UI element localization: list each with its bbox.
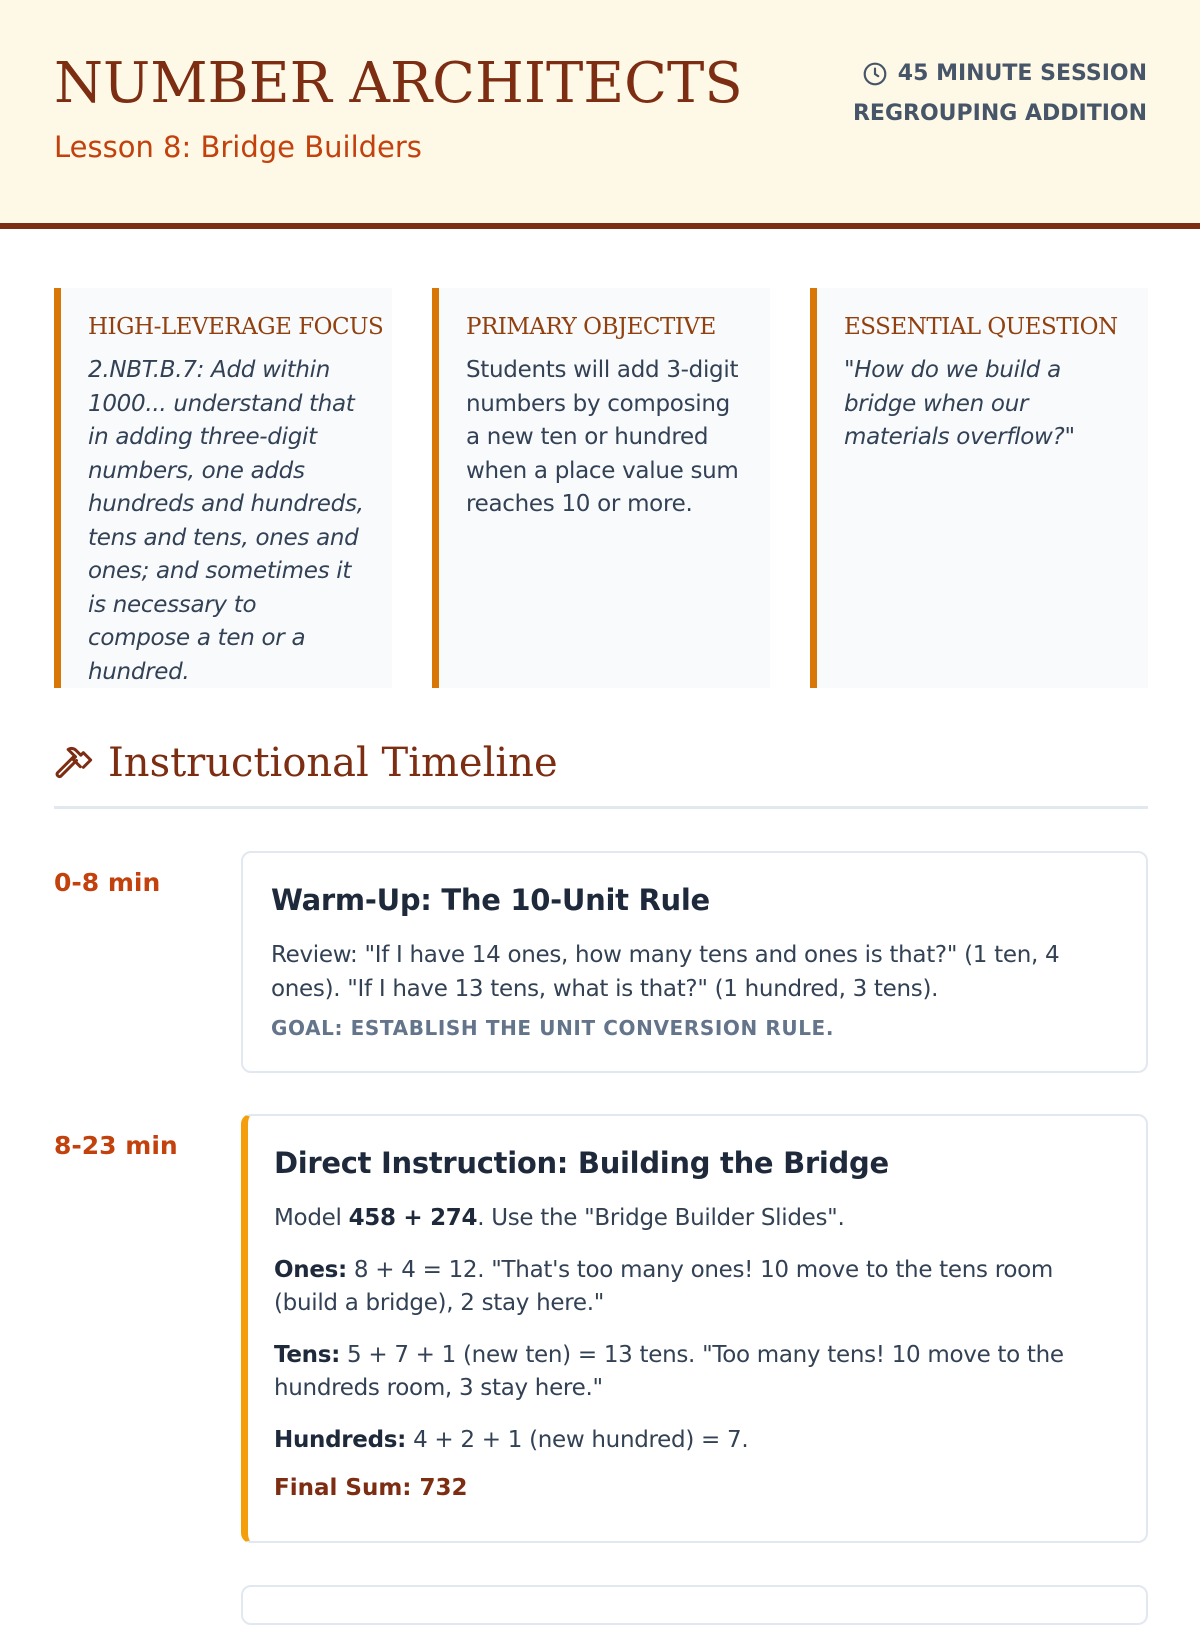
timeline-item-goal: GOAL: ESTABLISH THE UNIT CONVERSION RULE. — [271, 1016, 835, 1040]
timeline-item-title: Direct Instruction: Building the Bridge — [274, 1146, 889, 1180]
focus-card — [54, 288, 392, 688]
timeline-time: 0-8 min — [54, 868, 161, 897]
timeline-heading — [54, 740, 558, 786]
step-hundreds — [274, 1424, 1118, 1458]
final-sum: Final Sum: 732 — [274, 1475, 468, 1501]
model-problem: 458 + 274 — [348, 1205, 478, 1231]
lesson-subtitle: Lesson 8: Bridge Builders — [54, 130, 422, 164]
timeline-item-instruction — [241, 1114, 1148, 1543]
timeline-item-body: Review: "If I have 14 ones, how many tens and ones is that?" (1 ten, 4 ones). "If I have 13 tens, what is that?" (1 hundred, 3 tens). — [271, 942, 1060, 1002]
session-meta — [853, 54, 1147, 134]
lesson-cards — [54, 288, 1148, 688]
hammer-icon — [54, 743, 94, 783]
intro-text: Model — [274, 1205, 349, 1231]
timeline-time: 8-23 min — [54, 1131, 178, 1160]
step-tens — [274, 1339, 1118, 1406]
card-label: HIGH-LEVERAGE FOCUS — [88, 314, 384, 340]
step-ones — [274, 1254, 1118, 1321]
card-body: 2.NBT.B.7: Add within 1000... understand that in adding three-digit numbers, one adds hundreds and hundreds, tens and tens, ones and ones; and sometimes it is necessary to compose a ten or a hundred. — [88, 357, 364, 685]
step-text: 4 + 2 + 1 (new hundred) = 7. — [406, 1426, 749, 1453]
timeline-item-next — [241, 1585, 1148, 1625]
clock-icon — [862, 61, 888, 87]
question-card — [810, 288, 1148, 688]
timeline-item-title: Warm-Up: The 10-Unit Rule — [271, 883, 710, 917]
step-label: Ones: — [274, 1256, 347, 1283]
objective-card — [432, 288, 770, 688]
lesson-title: NUMBER ARCHITECTS — [54, 51, 743, 116]
session-duration: 45 MINUTE SESSION — [897, 61, 1147, 86]
step-text: 5 + 7 + 1 (new ten) = 13 tens. "Too many tens! 10 move to the hundreds room, 3 stay here." — [274, 1341, 1064, 1401]
card-body: Students will add 3-digit numbers by composing a new ten or hundred when a place value sum reaches 10 or more. — [466, 357, 739, 517]
card-label: PRIMARY OBJECTIVE — [466, 314, 716, 340]
card-label: ESSENTIAL QUESTION — [844, 314, 1118, 340]
lesson-header — [0, 0, 1200, 229]
step-label: Hundreds: — [274, 1426, 407, 1453]
intro-text: . Use the "Bridge Builder Slides". — [477, 1205, 845, 1231]
session-topic: REGROUPING ADDITION — [852, 101, 1147, 126]
step-text: 8 + 4 = 12. "That's too many ones! 10 move to the tens room (build a bridge), 2 stay here." — [274, 1256, 1054, 1316]
card-body: "How do we build a bridge when our materials overflow?" — [844, 357, 1075, 450]
step-label: Tens: — [274, 1341, 340, 1368]
timeline-title: Instructional Timeline — [108, 740, 558, 786]
timeline-item-warmup — [241, 851, 1148, 1073]
section-divider — [54, 806, 1148, 809]
timeline-item-intro — [274, 1202, 1118, 1236]
